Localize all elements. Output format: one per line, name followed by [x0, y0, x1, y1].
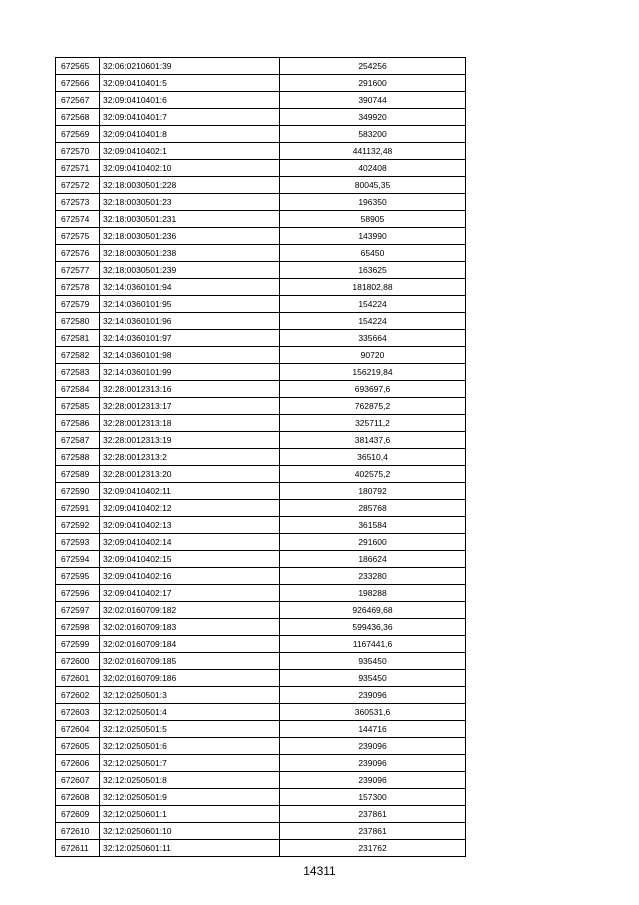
table-row	[56, 619, 466, 636]
row-number-cell: 672586	[56, 415, 100, 432]
value-cell: 325711,2	[280, 415, 466, 432]
cadastral-number-cell: 32:12:0250601:11	[100, 840, 280, 857]
table-row	[56, 772, 466, 789]
row-number-cell: 672603	[56, 704, 100, 721]
cadastral-number-cell: 32:14:0360101:95	[100, 296, 280, 313]
row-number-cell: 672577	[56, 262, 100, 279]
table-row	[56, 296, 466, 313]
page-number: 14311	[303, 864, 336, 878]
cadastral-number-cell: 32:02:0160709:184	[100, 636, 280, 653]
cadastral-number-cell: 32:12:0250501:8	[100, 772, 280, 789]
table-row	[56, 721, 466, 738]
cadastral-number-cell: 32:14:0360101:99	[100, 364, 280, 381]
table-row	[56, 398, 466, 415]
value-cell: 90720	[280, 347, 466, 364]
value-cell: 583200	[280, 126, 466, 143]
cadastral-number-cell: 32:02:0160709:182	[100, 602, 280, 619]
row-number-cell: 672581	[56, 330, 100, 347]
value-cell: 237861	[280, 823, 466, 840]
value-cell: 239096	[280, 687, 466, 704]
row-number-cell: 672569	[56, 126, 100, 143]
table-row	[56, 551, 466, 568]
cadastral-number-cell: 32:09:0410402:13	[100, 517, 280, 534]
cadastral-number-cell: 32:14:0360101:97	[100, 330, 280, 347]
value-cell: 762875,2	[280, 398, 466, 415]
cadastral-number-cell: 32:09:0410401:8	[100, 126, 280, 143]
row-number-cell: 672570	[56, 143, 100, 160]
cadastral-number-cell: 32:28:0012313:19	[100, 432, 280, 449]
table-row	[56, 789, 466, 806]
cadastral-number-cell: 32:28:0012313:20	[100, 466, 280, 483]
table-row	[56, 585, 466, 602]
value-cell: 926469,68	[280, 602, 466, 619]
value-cell: 198288	[280, 585, 466, 602]
row-number-cell: 672591	[56, 500, 100, 517]
value-cell: 154224	[280, 296, 466, 313]
table-row	[56, 194, 466, 211]
row-number-cell: 672572	[56, 177, 100, 194]
cadastral-number-cell: 32:28:0012313:2	[100, 449, 280, 466]
table-row	[56, 840, 466, 857]
cadastral-number-cell: 32:06:0210601:39	[100, 58, 280, 75]
row-number-cell: 672576	[56, 245, 100, 262]
table-body	[56, 58, 466, 857]
row-number-cell: 672565	[56, 58, 100, 75]
row-number-cell: 672599	[56, 636, 100, 653]
cadastral-number-cell: 32:18:0030501:238	[100, 245, 280, 262]
cadastral-number-cell: 32:02:0160709:186	[100, 670, 280, 687]
table-row	[56, 653, 466, 670]
cadastral-number-cell: 32:18:0030501:231	[100, 211, 280, 228]
value-cell: 65450	[280, 245, 466, 262]
value-cell: 181802,88	[280, 279, 466, 296]
value-cell: 693697,6	[280, 381, 466, 398]
row-number-cell: 672594	[56, 551, 100, 568]
cadastral-number-cell: 32:28:0012313:16	[100, 381, 280, 398]
row-number-cell: 672600	[56, 653, 100, 670]
table-row	[56, 602, 466, 619]
value-cell: 80045,35	[280, 177, 466, 194]
table-row	[56, 534, 466, 551]
table-row	[56, 330, 466, 347]
row-number-cell: 672611	[56, 840, 100, 857]
row-number-cell: 672587	[56, 432, 100, 449]
table-row	[56, 636, 466, 653]
table-row	[56, 75, 466, 92]
row-number-cell: 672607	[56, 772, 100, 789]
value-cell: 390744	[280, 92, 466, 109]
table-row	[56, 687, 466, 704]
table-row	[56, 806, 466, 823]
table-row	[56, 160, 466, 177]
value-cell: 291600	[280, 75, 466, 92]
table-row	[56, 364, 466, 381]
cadastral-number-cell: 32:12:0250601:10	[100, 823, 280, 840]
table-row	[56, 126, 466, 143]
cadastral-number-cell: 32:09:0410402:14	[100, 534, 280, 551]
value-cell: 349920	[280, 109, 466, 126]
value-cell: 156219,84	[280, 364, 466, 381]
cadastral-number-cell: 32:14:0360101:98	[100, 347, 280, 364]
cadastral-number-cell: 32:12:0250501:4	[100, 704, 280, 721]
value-cell: 402408	[280, 160, 466, 177]
value-cell: 599436,36	[280, 619, 466, 636]
cadastral-number-cell: 32:09:0410402:11	[100, 483, 280, 500]
value-cell: 154224	[280, 313, 466, 330]
table-row	[56, 313, 466, 330]
value-cell: 233280	[280, 568, 466, 585]
table-row	[56, 823, 466, 840]
row-number-cell: 672605	[56, 738, 100, 755]
table-row	[56, 500, 466, 517]
cadastral-number-cell: 32:09:0410401:6	[100, 92, 280, 109]
table-row	[56, 143, 466, 160]
row-number-cell: 672571	[56, 160, 100, 177]
cadastral-number-cell: 32:28:0012313:18	[100, 415, 280, 432]
value-cell: 157300	[280, 789, 466, 806]
cadastral-number-cell: 32:09:0410402:17	[100, 585, 280, 602]
table-row	[56, 347, 466, 364]
table-row	[56, 279, 466, 296]
row-number-cell: 672590	[56, 483, 100, 500]
table-row	[56, 211, 466, 228]
cadastral-number-cell: 32:02:0160709:183	[100, 619, 280, 636]
cadastral-number-cell: 32:09:0410401:7	[100, 109, 280, 126]
cadastral-number-cell: 32:18:0030501:239	[100, 262, 280, 279]
table-row	[56, 568, 466, 585]
table-row	[56, 738, 466, 755]
row-number-cell: 672604	[56, 721, 100, 738]
cadastral-number-cell: 32:12:0250501:9	[100, 789, 280, 806]
value-cell: 163625	[280, 262, 466, 279]
value-cell: 180792	[280, 483, 466, 500]
row-number-cell: 672592	[56, 517, 100, 534]
row-number-cell: 672583	[56, 364, 100, 381]
table-row	[56, 483, 466, 500]
cadastral-number-cell: 32:18:0030501:23	[100, 194, 280, 211]
row-number-cell: 672589	[56, 466, 100, 483]
table-row	[56, 109, 466, 126]
cadastral-number-cell: 32:18:0030501:236	[100, 228, 280, 245]
row-number-cell: 672579	[56, 296, 100, 313]
cadastral-number-cell: 32:09:0410402:10	[100, 160, 280, 177]
value-cell: 143990	[280, 228, 466, 245]
table-row	[56, 449, 466, 466]
value-cell: 231762	[280, 840, 466, 857]
value-cell: 361584	[280, 517, 466, 534]
cadastral-number-cell: 32:28:0012313:17	[100, 398, 280, 415]
table-row	[56, 670, 466, 687]
table-row	[56, 466, 466, 483]
table-row	[56, 245, 466, 262]
table-row	[56, 177, 466, 194]
value-cell: 381437,6	[280, 432, 466, 449]
value-cell: 196350	[280, 194, 466, 211]
row-number-cell: 672568	[56, 109, 100, 126]
row-number-cell: 672588	[56, 449, 100, 466]
table-row	[56, 432, 466, 449]
cadastral-number-cell: 32:12:0250501:7	[100, 755, 280, 772]
cadastral-number-cell: 32:09:0410402:1	[100, 143, 280, 160]
value-cell: 935450	[280, 670, 466, 687]
row-number-cell: 672575	[56, 228, 100, 245]
table-row	[56, 262, 466, 279]
cadastral-number-cell: 32:09:0410402:15	[100, 551, 280, 568]
value-cell: 335664	[280, 330, 466, 347]
cadastral-number-cell: 32:14:0360101:96	[100, 313, 280, 330]
cadastral-number-cell: 32:12:0250501:6	[100, 738, 280, 755]
table-row	[56, 381, 466, 398]
value-cell: 239096	[280, 772, 466, 789]
row-number-cell: 672585	[56, 398, 100, 415]
row-number-cell: 672593	[56, 534, 100, 551]
value-cell: 402575,2	[280, 466, 466, 483]
table-row	[56, 58, 466, 75]
value-cell: 186624	[280, 551, 466, 568]
value-cell: 58905	[280, 211, 466, 228]
row-number-cell: 672574	[56, 211, 100, 228]
cadastral-number-cell: 32:09:0410402:16	[100, 568, 280, 585]
value-cell: 237861	[280, 806, 466, 823]
cadastral-number-cell: 32:09:0410401:5	[100, 75, 280, 92]
cadastral-number-cell: 32:12:0250601:1	[100, 806, 280, 823]
row-number-cell: 672601	[56, 670, 100, 687]
cadastral-number-cell: 32:02:0160709:185	[100, 653, 280, 670]
table-row	[56, 228, 466, 245]
row-number-cell: 672597	[56, 602, 100, 619]
value-cell: 441132,48	[280, 143, 466, 160]
row-number-cell: 672573	[56, 194, 100, 211]
row-number-cell: 672566	[56, 75, 100, 92]
row-number-cell: 672595	[56, 568, 100, 585]
table-row	[56, 755, 466, 772]
row-number-cell: 672610	[56, 823, 100, 840]
row-number-cell: 672584	[56, 381, 100, 398]
cadastral-number-cell: 32:18:0030501:228	[100, 177, 280, 194]
value-cell: 285768	[280, 500, 466, 517]
value-cell: 1167441,6	[280, 636, 466, 653]
cadastral-number-cell: 32:09:0410402:12	[100, 500, 280, 517]
row-number-cell: 672606	[56, 755, 100, 772]
value-cell: 239096	[280, 738, 466, 755]
value-cell: 239096	[280, 755, 466, 772]
row-number-cell: 672578	[56, 279, 100, 296]
row-number-cell: 672596	[56, 585, 100, 602]
cadastral-number-cell: 32:14:0360101:94	[100, 279, 280, 296]
value-cell: 36510,4	[280, 449, 466, 466]
value-cell: 144716	[280, 721, 466, 738]
row-number-cell: 672580	[56, 313, 100, 330]
row-number-cell: 672582	[56, 347, 100, 364]
row-number-cell: 672567	[56, 92, 100, 109]
row-number-cell: 672602	[56, 687, 100, 704]
value-cell: 291600	[280, 534, 466, 551]
table-row	[56, 415, 466, 432]
cadastral-number-cell: 32:12:0250501:3	[100, 687, 280, 704]
value-cell: 360531,6	[280, 704, 466, 721]
cadastral-value-table	[55, 57, 466, 857]
row-number-cell: 672609	[56, 806, 100, 823]
row-number-cell: 672608	[56, 789, 100, 806]
value-cell: 935450	[280, 653, 466, 670]
value-cell: 254256	[280, 58, 466, 75]
table-row	[56, 704, 466, 721]
cadastral-number-cell: 32:12:0250501:5	[100, 721, 280, 738]
table-row	[56, 517, 466, 534]
table-row	[56, 92, 466, 109]
row-number-cell: 672598	[56, 619, 100, 636]
